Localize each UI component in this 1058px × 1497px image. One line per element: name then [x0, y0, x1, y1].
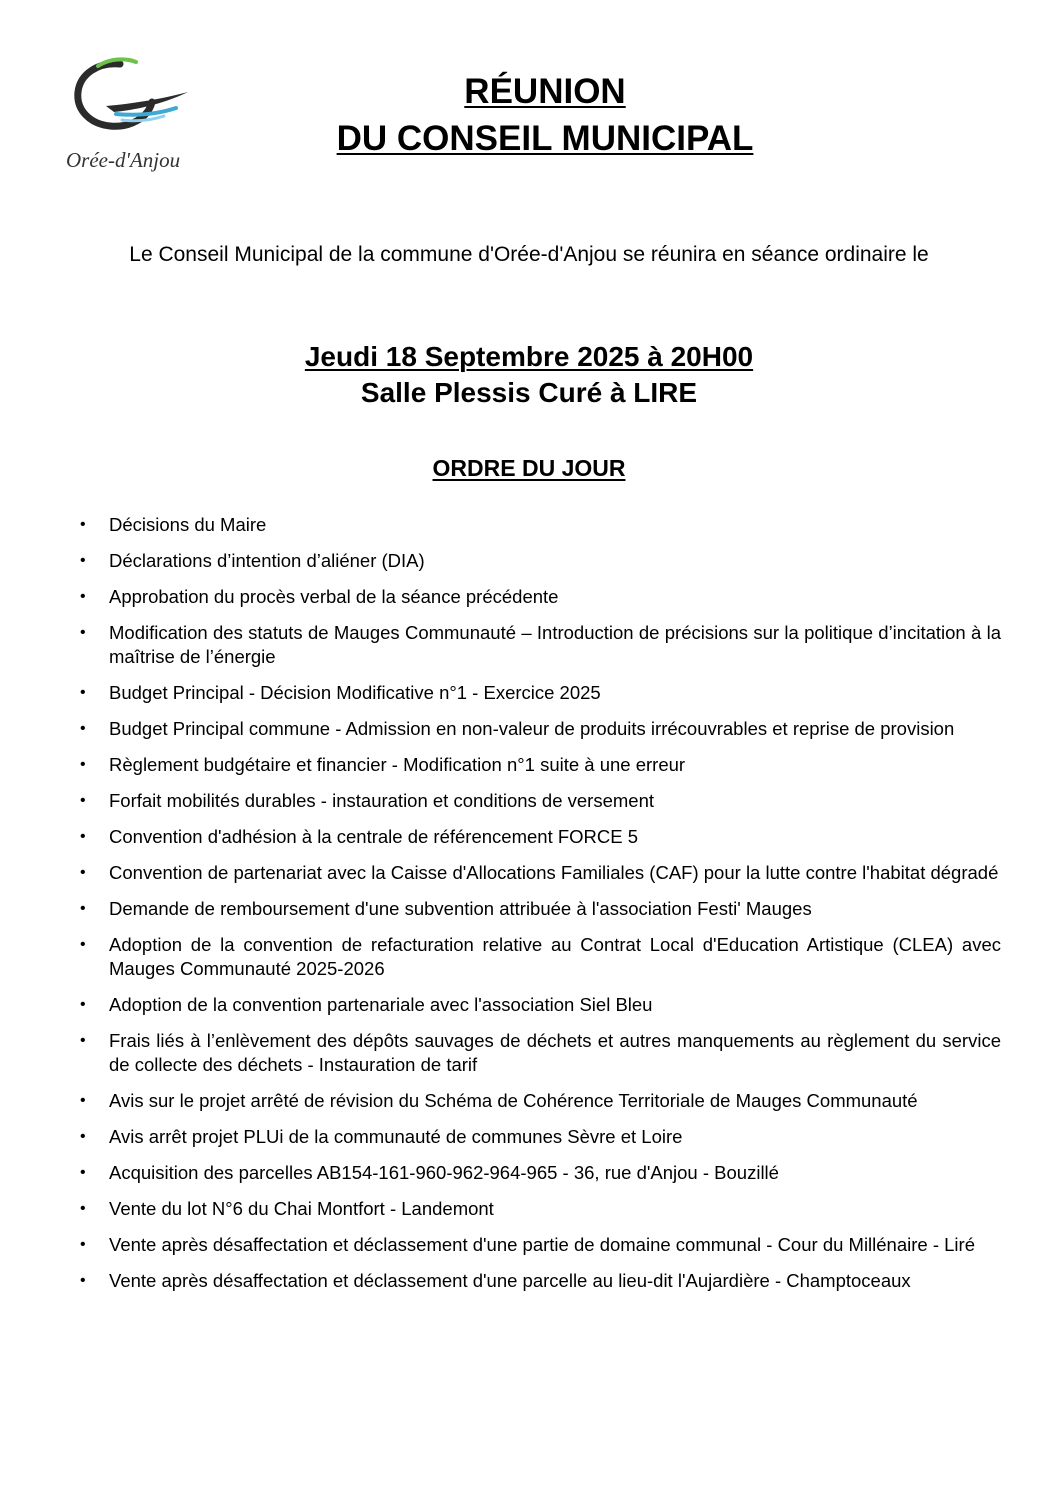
- agenda-item: [0, 1233, 1001, 1257]
- agenda-item: [0, 789, 1001, 813]
- agenda-item-text: Vente après désaffectation et déclassement d'une partie de domaine communal - Cour du Millénaire - Liré: [109, 1234, 975, 1255]
- agenda-item: [0, 549, 1001, 573]
- agenda-item-text: Décisions du Maire: [109, 514, 267, 535]
- logo-text: Orée-d'Anjou: [66, 148, 181, 172]
- agenda-item: [0, 1125, 1001, 1149]
- agenda-item: [0, 1269, 1001, 1293]
- bullet-icon: •: [80, 516, 86, 533]
- agenda-item-text: Avis sur le projet arrêté de révision du Schéma de Cohérence Territoriale de Mauges Communauté: [109, 1090, 918, 1111]
- bullet-icon: •: [80, 864, 86, 881]
- agenda-item: [0, 825, 1001, 849]
- bullet-icon: •: [80, 1200, 86, 1217]
- agenda-item-text: Règlement budgétaire et financier - Modification n°1 suite à une erreur: [109, 754, 686, 775]
- intro-text: Le Conseil Municipal de la commune d'Orée-d'Anjou se réunira en séance ordinaire le: [129, 243, 929, 266]
- agenda-item: [0, 933, 1001, 981]
- agenda-item-text: Budget Principal commune - Admission en non-valeur de produits irrécouvrables et reprise de provision: [109, 718, 955, 739]
- agenda-item-text: Vente après désaffectation et déclassement d'une parcelle au lieu-dit l'Aujardière - Champtoceaux: [109, 1270, 911, 1291]
- bullet-icon: •: [80, 552, 86, 569]
- bullet-icon: •: [80, 828, 86, 845]
- bullet-icon: •: [80, 1236, 86, 1253]
- agenda-item-text: Convention d'adhésion à la centrale de référencement FORCE 5: [109, 826, 639, 847]
- agenda-item: [0, 513, 1001, 537]
- agenda-item: [0, 1029, 1001, 1077]
- agenda-item: [0, 993, 1001, 1017]
- agenda-item-text: Adoption de la convention de refacturation relative au Contrat Local d'Education Artistique (CLEA) avec Mauges Communauté 2025-2026: [109, 934, 1001, 979]
- agenda-item-text: Adoption de la convention partenariale avec l'association Siel Bleu: [109, 994, 653, 1015]
- agenda-item-text: Déclarations d’intention d’aliéner (DIA): [109, 550, 425, 571]
- logo-swirl-icon: [58, 52, 198, 152]
- agenda-item-text: Avis arrêt projet PLUi de la communauté de communes Sèvre et Loire: [109, 1126, 683, 1147]
- bullet-icon: •: [80, 756, 86, 773]
- agenda-item: [0, 753, 1001, 777]
- agenda-item: [0, 897, 1001, 921]
- agenda-item: [0, 1197, 1001, 1221]
- agenda-item-text: Approbation du procès verbal de la séance précédente: [109, 586, 559, 607]
- page-title: [220, 68, 870, 162]
- agenda-item: [0, 1089, 1001, 1113]
- title-line-2: DU CONSEIL MUNICIPAL: [336, 119, 754, 158]
- agenda-item-text: Forfait mobilités durables - instauration et conditions de versement: [109, 790, 654, 811]
- bullet-icon: •: [80, 936, 86, 953]
- agenda-item-text: Convention de partenariat avec la Caisse d'Allocations Familiales (CAF) pour la lutte contre l'habitat dégradé: [109, 862, 999, 883]
- bullet-icon: •: [80, 684, 86, 701]
- title-line-1: RÉUNION: [464, 72, 626, 111]
- meeting-venue: Salle Plessis Curé à LIRE: [360, 377, 698, 408]
- agenda-item-text: Modification des statuts de Mauges Communauté – Introduction de précisions sur la politique d’incitation à la maîtrise de l’énergie: [109, 622, 1001, 667]
- agenda-item: [0, 681, 1001, 705]
- meeting-date: Jeudi 18 Septembre 2025 à 20H00: [304, 341, 754, 372]
- bullet-icon: •: [80, 624, 86, 641]
- agenda-item: [0, 585, 1001, 609]
- bullet-icon: •: [80, 1164, 86, 1181]
- bullet-icon: •: [80, 900, 86, 917]
- agenda-item: [0, 717, 1001, 741]
- agenda-item-text: Demande de remboursement d'une subvention attribuée à l'association Festi' Mauges: [109, 898, 812, 919]
- bullet-icon: •: [80, 1092, 86, 1109]
- bullet-icon: •: [80, 1032, 86, 1049]
- bullet-icon: •: [80, 792, 86, 809]
- agenda-item-text: Vente du lot N°6 du Chai Montfort - Landemont: [109, 1198, 494, 1219]
- agenda-item: [0, 1161, 1001, 1185]
- agenda-item-text: Frais liés à l’enlèvement des dépôts sauvages de déchets et autres manquements au règlement du service de collecte des déchets - Instauration de tarif: [109, 1030, 1001, 1075]
- agenda-item-text: Acquisition des parcelles AB154-161-960-962-964-965 - 36, rue d'Anjou - Bouzillé: [109, 1162, 779, 1183]
- bullet-icon: •: [80, 996, 86, 1013]
- agenda-item-text: Budget Principal - Décision Modificative n°1 - Exercice 2025: [109, 682, 601, 703]
- bullet-icon: •: [80, 588, 86, 605]
- agenda-item: [0, 621, 1001, 669]
- agenda-heading: ORDRE DU JOUR: [432, 455, 626, 481]
- bullet-icon: •: [80, 1128, 86, 1145]
- agenda-list: [0, 513, 1058, 1305]
- logo: [58, 52, 198, 182]
- bullet-icon: •: [80, 1272, 86, 1289]
- bullet-icon: •: [80, 720, 86, 737]
- agenda-item: [0, 861, 1001, 885]
